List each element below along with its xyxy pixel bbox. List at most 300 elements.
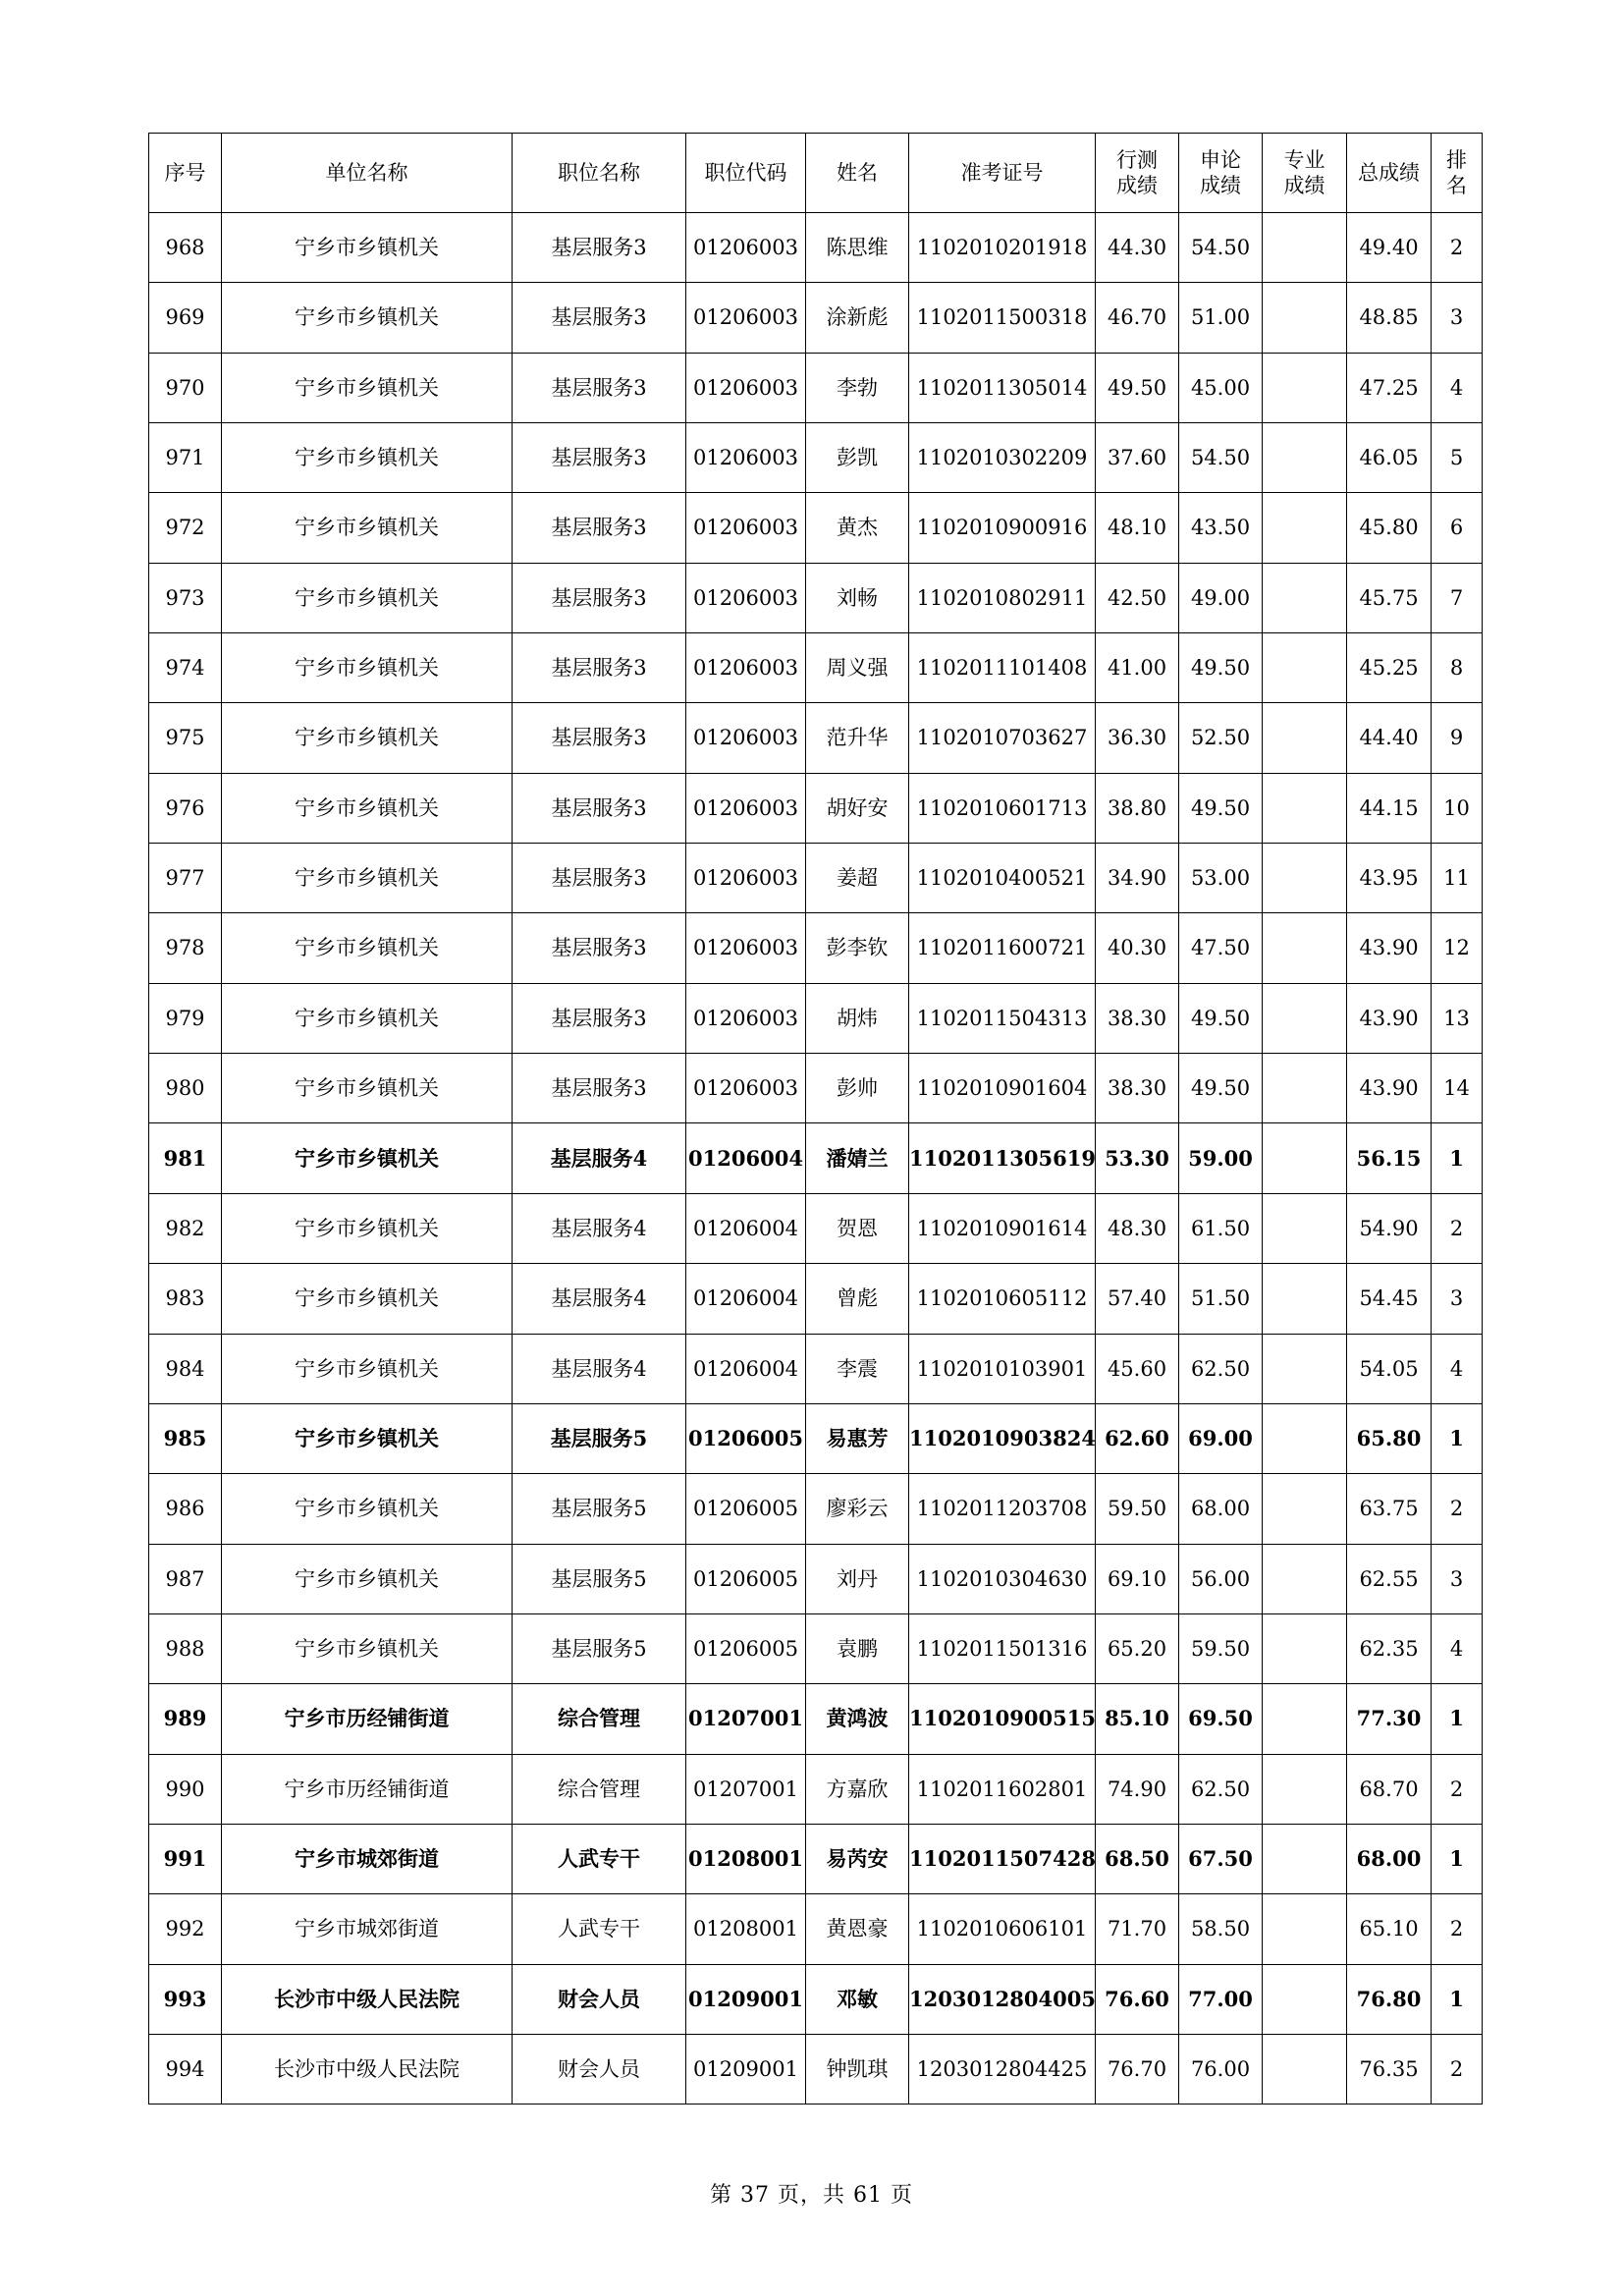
table-row xyxy=(149,1264,1483,1334)
cell-major xyxy=(1263,773,1347,843)
cell-unit: 宁乡市乡镇机关 xyxy=(222,1054,513,1123)
cell-code: 01206003 xyxy=(686,844,806,913)
cell-major xyxy=(1263,1544,1347,1613)
cell-xingce: 36.30 xyxy=(1096,703,1179,773)
cell-xingce: 59.50 xyxy=(1096,1474,1179,1544)
cell-ticket: 1102011305014 xyxy=(909,353,1096,422)
cell-major xyxy=(1263,1193,1347,1263)
cell-major xyxy=(1263,983,1347,1053)
cell-major xyxy=(1263,1474,1347,1544)
cell-xingce: 65.20 xyxy=(1096,1613,1179,1683)
cell-shenlun: 49.50 xyxy=(1179,1054,1263,1123)
cell-seq: 971 xyxy=(149,423,222,493)
cell-shenlun: 51.00 xyxy=(1179,283,1263,353)
cell-position: 基层服务3 xyxy=(513,913,686,983)
cell-name: 黄恩豪 xyxy=(806,1894,909,1964)
cell-code: 01208001 xyxy=(686,1894,806,1964)
cell-code: 01206004 xyxy=(686,1264,806,1334)
cell-major xyxy=(1263,2034,1347,2104)
cell-code: 01206004 xyxy=(686,1334,806,1403)
cell-seq: 969 xyxy=(149,283,222,353)
cell-rank: 2 xyxy=(1432,1474,1483,1544)
cell-ticket: 1102011602801 xyxy=(909,1754,1096,1824)
cell-seq: 968 xyxy=(149,213,222,283)
cell-name: 刘畅 xyxy=(806,563,909,632)
cell-name: 袁鹏 xyxy=(806,1613,909,1683)
cell-xingce: 48.30 xyxy=(1096,1193,1179,1263)
cell-position: 基层服务3 xyxy=(513,844,686,913)
cell-major xyxy=(1263,353,1347,422)
cell-seq: 976 xyxy=(149,773,222,843)
cell-xingce: 71.70 xyxy=(1096,1894,1179,1964)
cell-rank: 4 xyxy=(1432,353,1483,422)
cell-name: 姜超 xyxy=(806,844,909,913)
table-row xyxy=(149,1123,1483,1193)
cell-code: 01206003 xyxy=(686,983,806,1053)
cell-xingce: 46.70 xyxy=(1096,283,1179,353)
cell-code: 01206003 xyxy=(686,703,806,773)
cell-code: 01206003 xyxy=(686,493,806,563)
cell-total: 45.80 xyxy=(1347,493,1432,563)
cell-major xyxy=(1263,423,1347,493)
table-row xyxy=(149,493,1483,563)
cell-major xyxy=(1263,1264,1347,1334)
cell-position: 基层服务3 xyxy=(513,563,686,632)
cell-position: 基层服务3 xyxy=(513,493,686,563)
cell-name: 彭李钦 xyxy=(806,913,909,983)
cell-xingce: 49.50 xyxy=(1096,353,1179,422)
cell-unit: 宁乡市乡镇机关 xyxy=(222,1193,513,1263)
cell-total: 43.90 xyxy=(1347,983,1432,1053)
cell-unit: 长沙市中级人民法院 xyxy=(222,2034,513,2104)
cell-ticket: 1102011101408 xyxy=(909,633,1096,703)
table-row xyxy=(149,1684,1483,1754)
score-table xyxy=(148,133,1483,2105)
header-code: 职位代码 xyxy=(686,134,806,213)
cell-position: 基层服务4 xyxy=(513,1334,686,1403)
cell-name: 廖彩云 xyxy=(806,1474,909,1544)
cell-seq: 979 xyxy=(149,983,222,1053)
cell-xingce: 74.90 xyxy=(1096,1754,1179,1824)
cell-rank: 2 xyxy=(1432,213,1483,283)
cell-position: 基层服务3 xyxy=(513,1054,686,1123)
cell-total: 54.90 xyxy=(1347,1193,1432,1263)
cell-rank: 10 xyxy=(1432,773,1483,843)
cell-unit: 长沙市中级人民法院 xyxy=(222,1964,513,2034)
table-row xyxy=(149,2034,1483,2104)
cell-ticket: 1102011501316 xyxy=(909,1613,1096,1683)
table-row xyxy=(149,1193,1483,1263)
cell-shenlun: 49.00 xyxy=(1179,563,1263,632)
cell-code: 01206003 xyxy=(686,563,806,632)
cell-ticket: 1102010900515 xyxy=(909,1684,1096,1754)
cell-major xyxy=(1263,1123,1347,1193)
cell-rank: 2 xyxy=(1432,1193,1483,1263)
cell-total: 77.30 xyxy=(1347,1684,1432,1754)
cell-ticket: 1102010903824 xyxy=(909,1403,1096,1473)
cell-total: 54.45 xyxy=(1347,1264,1432,1334)
cell-rank: 4 xyxy=(1432,1334,1483,1403)
cell-shenlun: 58.50 xyxy=(1179,1894,1263,1964)
cell-code: 01206003 xyxy=(686,423,806,493)
cell-shenlun: 67.50 xyxy=(1179,1824,1263,1893)
header-seq: 序号 xyxy=(149,134,222,213)
cell-code: 01206004 xyxy=(686,1123,806,1193)
cell-seq: 983 xyxy=(149,1264,222,1334)
cell-seq: 992 xyxy=(149,1894,222,1964)
cell-total: 62.35 xyxy=(1347,1613,1432,1683)
table-row xyxy=(149,1613,1483,1683)
cell-unit: 宁乡市乡镇机关 xyxy=(222,353,513,422)
cell-major xyxy=(1263,1613,1347,1683)
cell-major xyxy=(1263,213,1347,283)
cell-total: 48.85 xyxy=(1347,283,1432,353)
cell-rank: 13 xyxy=(1432,983,1483,1053)
cell-rank: 5 xyxy=(1432,423,1483,493)
header-major-line2: 成绩 xyxy=(1283,174,1325,197)
cell-unit: 宁乡市乡镇机关 xyxy=(222,1334,513,1403)
cell-ticket: 1102011600721 xyxy=(909,913,1096,983)
cell-seq: 984 xyxy=(149,1334,222,1403)
cell-name: 黄杰 xyxy=(806,493,909,563)
cell-code: 01208001 xyxy=(686,1824,806,1893)
cell-unit: 宁乡市乡镇机关 xyxy=(222,1264,513,1334)
cell-rank: 14 xyxy=(1432,1054,1483,1123)
header-xingce-line1: 行测 xyxy=(1116,147,1158,172)
cell-seq: 975 xyxy=(149,703,222,773)
cell-name: 胡好安 xyxy=(806,773,909,843)
cell-xingce: 57.40 xyxy=(1096,1264,1179,1334)
cell-code: 01206003 xyxy=(686,773,806,843)
cell-unit: 宁乡市历经铺街道 xyxy=(222,1684,513,1754)
header-rank-line2: 名 xyxy=(1446,174,1467,197)
cell-name: 钟凯琪 xyxy=(806,2034,909,2104)
cell-position: 财会人员 xyxy=(513,1964,686,2034)
cell-rank: 12 xyxy=(1432,913,1483,983)
cell-shenlun: 76.00 xyxy=(1179,2034,1263,2104)
cell-major xyxy=(1263,913,1347,983)
cell-ticket: 1102011203708 xyxy=(909,1474,1096,1544)
cell-ticket: 1102010302209 xyxy=(909,423,1096,493)
cell-position: 基层服务3 xyxy=(513,423,686,493)
table-row xyxy=(149,213,1483,283)
cell-rank: 4 xyxy=(1432,1613,1483,1683)
cell-xingce: 68.50 xyxy=(1096,1824,1179,1893)
cell-total: 65.10 xyxy=(1347,1894,1432,1964)
cell-total: 62.55 xyxy=(1347,1544,1432,1613)
header-row xyxy=(149,134,1483,213)
cell-ticket: 1102011305619 xyxy=(909,1123,1096,1193)
cell-code: 01206004 xyxy=(686,1193,806,1263)
cell-name: 胡炜 xyxy=(806,983,909,1053)
cell-name: 李震 xyxy=(806,1334,909,1403)
cell-position: 基层服务3 xyxy=(513,283,686,353)
cell-name: 彭凯 xyxy=(806,423,909,493)
cell-shenlun: 62.50 xyxy=(1179,1754,1263,1824)
cell-name: 涂新彪 xyxy=(806,283,909,353)
table-row xyxy=(149,703,1483,773)
cell-total: 65.80 xyxy=(1347,1403,1432,1473)
table-row xyxy=(149,283,1483,353)
cell-rank: 3 xyxy=(1432,1544,1483,1613)
cell-unit: 宁乡市乡镇机关 xyxy=(222,703,513,773)
cell-position: 基层服务3 xyxy=(513,213,686,283)
cell-code: 01206003 xyxy=(686,283,806,353)
cell-rank: 6 xyxy=(1432,493,1483,563)
cell-name: 曾彪 xyxy=(806,1264,909,1334)
cell-total: 68.00 xyxy=(1347,1824,1432,1893)
cell-total: 76.35 xyxy=(1347,2034,1432,2104)
cell-ticket: 1102010901604 xyxy=(909,1054,1096,1123)
cell-shenlun: 59.50 xyxy=(1179,1613,1263,1683)
cell-unit: 宁乡市乡镇机关 xyxy=(222,773,513,843)
cell-rank: 1 xyxy=(1432,1403,1483,1473)
table-row xyxy=(149,1544,1483,1613)
table-row xyxy=(149,913,1483,983)
cell-total: 45.75 xyxy=(1347,563,1432,632)
cell-rank: 1 xyxy=(1432,1824,1483,1893)
cell-position: 基层服务3 xyxy=(513,703,686,773)
cell-unit: 宁乡市乡镇机关 xyxy=(222,1544,513,1613)
cell-xingce: 37.60 xyxy=(1096,423,1179,493)
cell-unit: 宁乡市乡镇机关 xyxy=(222,1403,513,1473)
cell-position: 财会人员 xyxy=(513,2034,686,2104)
cell-shenlun: 56.00 xyxy=(1179,1544,1263,1613)
cell-ticket: 1102010703627 xyxy=(909,703,1096,773)
cell-name: 李勃 xyxy=(806,353,909,422)
cell-major xyxy=(1263,844,1347,913)
cell-unit: 宁乡市乡镇机关 xyxy=(222,633,513,703)
cell-shenlun: 45.00 xyxy=(1179,353,1263,422)
cell-total: 44.40 xyxy=(1347,703,1432,773)
cell-total: 46.05 xyxy=(1347,423,1432,493)
cell-name: 黄鸿波 xyxy=(806,1684,909,1754)
cell-position: 基层服务5 xyxy=(513,1544,686,1613)
cell-total: 43.90 xyxy=(1347,913,1432,983)
cell-position: 基层服务3 xyxy=(513,633,686,703)
cell-code: 01206003 xyxy=(686,213,806,283)
cell-shenlun: 61.50 xyxy=(1179,1193,1263,1263)
cell-shenlun: 54.50 xyxy=(1179,423,1263,493)
cell-total: 43.90 xyxy=(1347,1054,1432,1123)
cell-major xyxy=(1263,1964,1347,2034)
cell-rank: 3 xyxy=(1432,283,1483,353)
table-row xyxy=(149,844,1483,913)
cell-unit: 宁乡市城郊街道 xyxy=(222,1824,513,1893)
cell-ticket: 1102010601713 xyxy=(909,773,1096,843)
cell-major xyxy=(1263,1334,1347,1403)
cell-rank: 1 xyxy=(1432,1684,1483,1754)
cell-xingce: 44.30 xyxy=(1096,213,1179,283)
cell-xingce: 76.70 xyxy=(1096,2034,1179,2104)
cell-code: 01206003 xyxy=(686,633,806,703)
cell-major xyxy=(1263,633,1347,703)
cell-code: 01207001 xyxy=(686,1754,806,1824)
table-row xyxy=(149,563,1483,632)
cell-ticket: 1102011507428 xyxy=(909,1824,1096,1893)
cell-major xyxy=(1263,1684,1347,1754)
cell-seq: 993 xyxy=(149,1964,222,2034)
cell-shenlun: 77.00 xyxy=(1179,1964,1263,2034)
cell-seq: 977 xyxy=(149,844,222,913)
cell-total: 68.70 xyxy=(1347,1754,1432,1824)
cell-shenlun: 69.00 xyxy=(1179,1403,1263,1473)
table-row xyxy=(149,633,1483,703)
cell-unit: 宁乡市乡镇机关 xyxy=(222,1613,513,1683)
cell-code: 01206005 xyxy=(686,1544,806,1613)
table-row xyxy=(149,983,1483,1053)
cell-code: 01209001 xyxy=(686,2034,806,2104)
cell-rank: 9 xyxy=(1432,703,1483,773)
cell-total: 47.25 xyxy=(1347,353,1432,422)
cell-total: 56.15 xyxy=(1347,1123,1432,1193)
cell-unit: 宁乡市城郊街道 xyxy=(222,1894,513,1964)
cell-xingce: 38.30 xyxy=(1096,1054,1179,1123)
cell-seq: 988 xyxy=(149,1613,222,1683)
cell-rank: 11 xyxy=(1432,844,1483,913)
cell-xingce: 38.30 xyxy=(1096,983,1179,1053)
cell-xingce: 53.30 xyxy=(1096,1123,1179,1193)
cell-code: 01207001 xyxy=(686,1684,806,1754)
page-number-footer: 第 37 页，共 61 页 xyxy=(710,2183,913,2208)
table-row xyxy=(149,1054,1483,1123)
cell-ticket: 1102010802911 xyxy=(909,563,1096,632)
cell-name: 范升华 xyxy=(806,703,909,773)
cell-seq: 978 xyxy=(149,913,222,983)
cell-shenlun: 49.50 xyxy=(1179,983,1263,1053)
cell-position: 基层服务3 xyxy=(513,353,686,422)
cell-shenlun: 47.50 xyxy=(1179,913,1263,983)
cell-major xyxy=(1263,493,1347,563)
cell-position: 基层服务4 xyxy=(513,1193,686,1263)
cell-ticket: 1102011500318 xyxy=(909,283,1096,353)
cell-shenlun: 43.50 xyxy=(1179,493,1263,563)
cell-shenlun: 53.00 xyxy=(1179,844,1263,913)
cell-position: 人武专干 xyxy=(513,1824,686,1893)
cell-position: 基层服务3 xyxy=(513,773,686,843)
cell-code: 01209001 xyxy=(686,1964,806,2034)
table-row xyxy=(149,423,1483,493)
cell-xingce: 45.60 xyxy=(1096,1334,1179,1403)
cell-seq: 972 xyxy=(149,493,222,563)
cell-shenlun: 49.50 xyxy=(1179,773,1263,843)
cell-position: 基层服务5 xyxy=(513,1403,686,1473)
header-rank-line1: 排 xyxy=(1446,147,1467,172)
cell-ticket: 1203012804425 xyxy=(909,2034,1096,2104)
cell-xingce: 41.00 xyxy=(1096,633,1179,703)
cell-name: 彭帅 xyxy=(806,1054,909,1123)
cell-ticket: 1203012804005 xyxy=(909,1964,1096,2034)
cell-rank: 7 xyxy=(1432,563,1483,632)
cell-seq: 974 xyxy=(149,633,222,703)
cell-position: 基层服务3 xyxy=(513,983,686,1053)
cell-seq: 991 xyxy=(149,1824,222,1893)
cell-seq: 973 xyxy=(149,563,222,632)
cell-unit: 宁乡市乡镇机关 xyxy=(222,493,513,563)
cell-major xyxy=(1263,1054,1347,1123)
cell-position: 综合管理 xyxy=(513,1684,686,1754)
cell-major xyxy=(1263,1824,1347,1893)
table-row xyxy=(149,1403,1483,1473)
header-xingce-line2: 成绩 xyxy=(1116,174,1158,197)
table-body xyxy=(149,213,1483,2105)
cell-total: 49.40 xyxy=(1347,213,1432,283)
cell-total: 76.80 xyxy=(1347,1964,1432,2034)
cell-shenlun: 62.50 xyxy=(1179,1334,1263,1403)
cell-unit: 宁乡市乡镇机关 xyxy=(222,563,513,632)
cell-rank: 2 xyxy=(1432,1754,1483,1824)
cell-xingce: 40.30 xyxy=(1096,913,1179,983)
cell-code: 01206003 xyxy=(686,913,806,983)
cell-ticket: 1102010606101 xyxy=(909,1894,1096,1964)
table-row xyxy=(149,1964,1483,2034)
cell-unit: 宁乡市乡镇机关 xyxy=(222,913,513,983)
cell-shenlun: 52.50 xyxy=(1179,703,1263,773)
cell-code: 01206003 xyxy=(686,1054,806,1123)
cell-seq: 987 xyxy=(149,1544,222,1613)
header-unit: 单位名称 xyxy=(222,134,513,213)
cell-ticket: 1102010605112 xyxy=(909,1264,1096,1334)
cell-xingce: 62.60 xyxy=(1096,1403,1179,1473)
cell-shenlun: 69.50 xyxy=(1179,1684,1263,1754)
cell-unit: 宁乡市乡镇机关 xyxy=(222,1123,513,1193)
cell-position: 基层服务5 xyxy=(513,1613,686,1683)
cell-code: 01206005 xyxy=(686,1613,806,1683)
cell-shenlun: 54.50 xyxy=(1179,213,1263,283)
cell-total: 44.15 xyxy=(1347,773,1432,843)
cell-ticket: 1102010103901 xyxy=(909,1334,1096,1403)
cell-seq: 980 xyxy=(149,1054,222,1123)
cell-ticket: 1102010901614 xyxy=(909,1193,1096,1263)
cell-total: 43.95 xyxy=(1347,844,1432,913)
cell-name: 易惠芳 xyxy=(806,1403,909,1473)
table-row xyxy=(149,1754,1483,1824)
table-row xyxy=(149,1894,1483,1964)
cell-major xyxy=(1263,1754,1347,1824)
cell-rank: 1 xyxy=(1432,1964,1483,2034)
table-row xyxy=(149,1474,1483,1544)
cell-seq: 982 xyxy=(149,1193,222,1263)
cell-ticket: 1102011504313 xyxy=(909,983,1096,1053)
cell-total: 63.75 xyxy=(1347,1474,1432,1544)
cell-unit: 宁乡市乡镇机关 xyxy=(222,283,513,353)
header-xingce xyxy=(1096,134,1179,213)
cell-rank: 3 xyxy=(1432,1264,1483,1334)
cell-major xyxy=(1263,563,1347,632)
cell-xingce: 85.10 xyxy=(1096,1684,1179,1754)
cell-seq: 989 xyxy=(149,1684,222,1754)
cell-xingce: 34.90 xyxy=(1096,844,1179,913)
cell-shenlun: 49.50 xyxy=(1179,633,1263,703)
cell-name: 刘丹 xyxy=(806,1544,909,1613)
header-ticket: 准考证号 xyxy=(909,134,1096,213)
cell-code: 01206005 xyxy=(686,1403,806,1473)
header-total: 总成绩 xyxy=(1347,134,1432,213)
cell-name: 方嘉欣 xyxy=(806,1754,909,1824)
cell-seq: 970 xyxy=(149,353,222,422)
cell-name: 邓敏 xyxy=(806,1964,909,2034)
cell-major xyxy=(1263,703,1347,773)
cell-total: 54.05 xyxy=(1347,1334,1432,1403)
header-shenlun-line2: 成绩 xyxy=(1200,174,1241,197)
cell-seq: 981 xyxy=(149,1123,222,1193)
cell-position: 基层服务4 xyxy=(513,1123,686,1193)
table-row xyxy=(149,353,1483,422)
cell-code: 01206005 xyxy=(686,1474,806,1544)
cell-shenlun: 59.00 xyxy=(1179,1123,1263,1193)
cell-unit: 宁乡市乡镇机关 xyxy=(222,213,513,283)
header-position: 职位名称 xyxy=(513,134,686,213)
